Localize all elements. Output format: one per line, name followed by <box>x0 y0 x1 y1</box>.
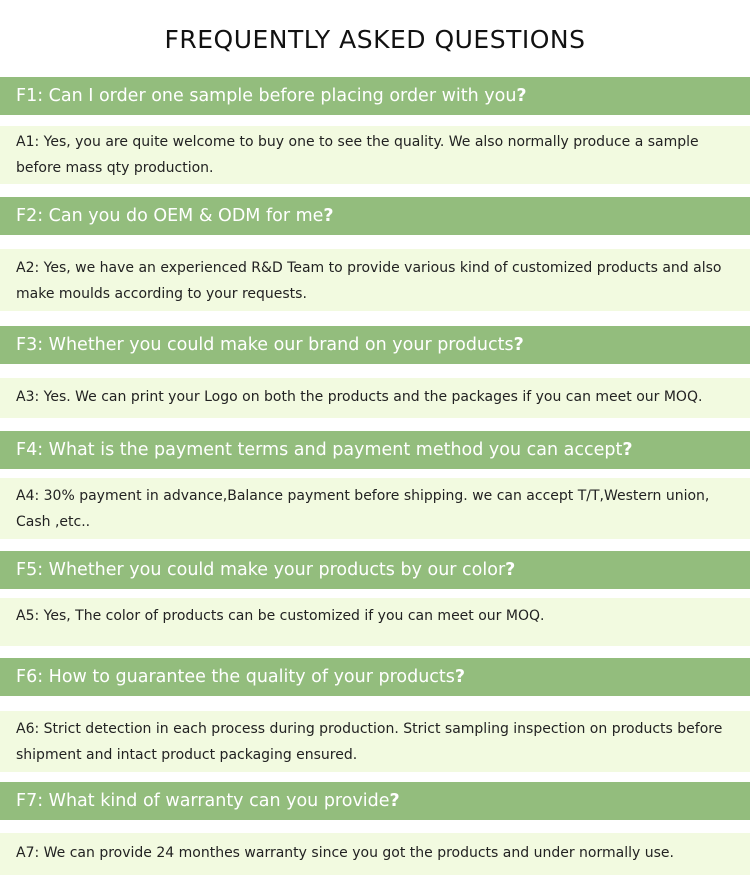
faq-question-4 <box>0 431 750 469</box>
question-mark: ? <box>505 560 516 580</box>
faq-question-2 <box>0 197 750 235</box>
faq-question-1 <box>0 77 750 115</box>
faq-answer-2: A2: Yes, we have an experienced R&D Team to provide various kind of customized products and also make moulds according to your requests. <box>0 249 750 311</box>
page-title: FREQUENTLY ASKED QUESTIONS <box>164 25 586 54</box>
faq-question-text: F5: Whether you could make your products by our color <box>16 560 506 580</box>
faq-answer-3: A3: Yes. We can print your Logo on both the products and the packages if you can meet our MOQ. <box>0 378 750 418</box>
faq-answer-6: A6: Strict detection in each process during production. Strict sampling inspection on products before shipment and intact product packaging ensured. <box>0 711 750 772</box>
faq-question-text: F4: What is the payment terms and payment method you can accept <box>16 440 623 460</box>
faq-answer-5: A5: Yes, The color of products can be customized if you can meet our MOQ. <box>0 598 750 646</box>
faq-answer-4: A4: 30% payment in advance,Balance payment before shipping. we can accept T/T,Western union, Cash ,etc.. <box>0 478 750 539</box>
faq-question-text: F1: Can I order one sample before placing order with you <box>16 86 517 106</box>
question-mark: ? <box>454 667 466 687</box>
question-mark: ? <box>323 206 334 226</box>
faq-answer-1: A1: Yes, you are quite welcome to buy one to see the quality. We also normally produce a sample before mass qty production. <box>0 126 750 184</box>
faq-answer-7: A7: We can provide 24 monthes warranty since you got the products and under normally use. <box>0 833 750 875</box>
question-mark: ? <box>513 335 524 355</box>
faq-question-text: F3: Whether you could make our brand on your products <box>16 335 514 355</box>
question-mark: ? <box>516 86 527 106</box>
faq-question-text: F7: What kind of warranty can you provide <box>16 791 390 811</box>
faq-question-5 <box>0 551 750 589</box>
faq-question-7 <box>0 782 750 820</box>
faq-question-text: F6: How to guarantee the quality of your products <box>16 667 455 687</box>
question-mark: ? <box>389 791 400 811</box>
faq-question-text: F2: Can you do OEM & ODM for me <box>16 206 324 226</box>
faq-question-3 <box>0 326 750 364</box>
faq-question-6 <box>0 658 750 696</box>
question-mark: ? <box>622 440 633 460</box>
